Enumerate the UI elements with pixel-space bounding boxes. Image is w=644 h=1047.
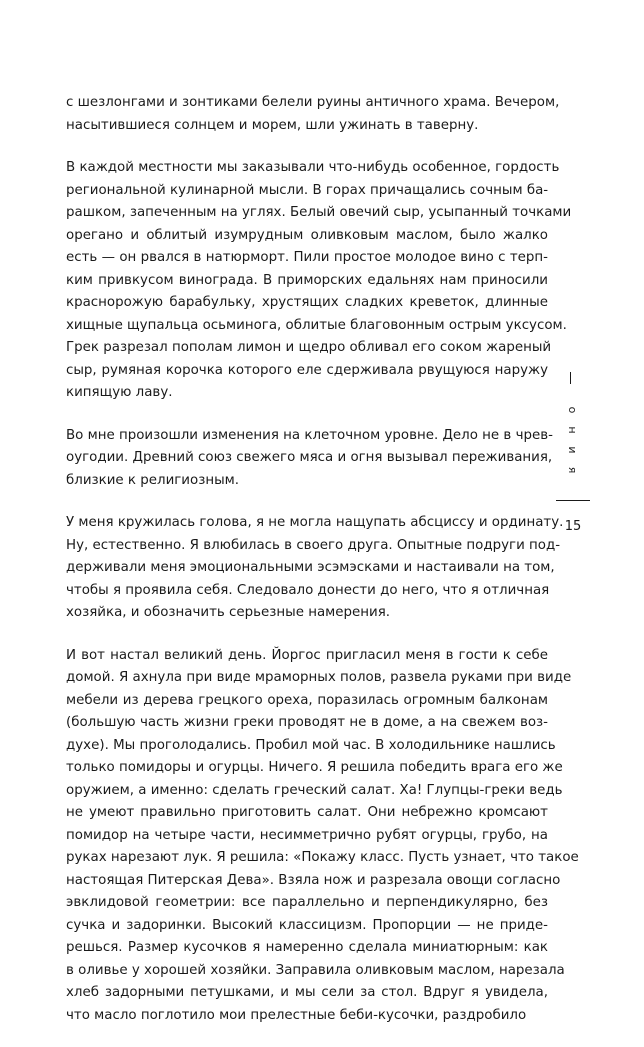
text-line: что масло поглотило мои прелестные беби-кусочки, раздробило [66,1007,527,1023]
text-line: чтобы я проявила себя. Следовало донести до него, что я отличная [66,582,550,598]
text-line: У меня кружилась голова, я не могла нащупать абсциссу и ординату. [66,515,564,530]
text-line: домой. Я ахнула при виде мраморных полов, развела руками при виде [66,670,572,685]
text-line: в оливье у хорошей хозяйки. Заправила оливковым маслом, нарезала [66,962,565,978]
text-line: эвклидовой геометрии: все параллельно и перпендикулярно, без [66,895,548,910]
section-letter: н [566,426,579,434]
paragraph [66,645,579,1028]
paragraph [66,157,572,405]
text-line: региональной кулинарной мысли. В горах причащались сочным ба- [66,182,549,198]
text-line: руках нарезают лук. Я решила: «Покажу класс. Пусть узнает, что такое [66,850,579,865]
text-line: духе). Мы проголодались. Пробил мой час. В холодильнике нашлись [66,737,556,753]
text-line: оружием, а именно: сделать греческий салат. Ха! Глупцы-греки ведь [66,782,563,798]
text-line: близкие к религиозным. [66,472,240,488]
text-line: не умеют правильно приготовить салат. Они небрежно кромсают [66,805,548,820]
paragraph [66,425,553,493]
margin-rule [556,500,590,501]
margin-tick [570,372,571,384]
text-line: рашком, запеченным на углях. Белый овечий сыр, усыпанный точками [66,205,572,220]
paragraph [66,512,564,625]
text-line: хищные щупальца осьминога, облитые благовонным острым уксусом. [66,317,567,333]
text-line: мебели из дерева грецкого ореха, поразилась огромным балконам [66,692,548,708]
paragraph [66,92,560,137]
text-line: только помидоры и огурцы. Ничего. Я решила победить врага его же [66,760,563,775]
text-line: насытившиеся солнцем и морем, шли ужинать в таверну. [66,117,479,133]
text-line: с шезлонгами и зонтиками белели руины античного храма. Вечером, [66,95,560,110]
text-line: сучка и задоринки. Высокий классицизм. Пропорции — не придe- [66,917,548,933]
text-line: решься. Размер кусочков я намеренно сделала миниатюрным: как [66,940,548,955]
text-line: сыр, румяная корочка которого еле сдерживала рвущуюся наружу [66,362,548,378]
text-line: И вот настал великий день. Йоргос пригласил меня в гости к себе [66,647,548,663]
text-line: держивали меня эмоциональными эсэмэсками и настаивали на том, [66,560,555,575]
section-letter: о [566,406,579,414]
text-line: хозяйка, и обозначить серьезные намерения. [66,605,391,620]
text-line: оугодии. Древний союз свежего мяса и огня вызывал переживания, [66,450,553,465]
text-line: ким привкусом винограда. В приморских едальнях нам приносили [66,272,548,288]
section-letter: я [566,466,579,474]
running-section-title [562,400,582,480]
page-number: 15 [564,519,582,534]
text-line: краснорожую барабульку, хрустящих сладких креветок, длинные [66,295,548,310]
text-line: кипящую лаву. [66,385,173,400]
text-line: есть — он рвался в натюрморт. Пили простое молодое вино с терп- [66,250,548,265]
text-line: Ну, естественно. Я влюбилась в своего друга. Опытные подруги под- [66,537,561,553]
text-line: помидор на четыре части, несимметрично рубят огурцы, грубо, на [66,827,548,843]
text-line: Во мне произошли изменения на клеточном уровне. Дело не в чрев- [66,427,553,443]
text-line: Грек разрезал пополам лимон и щедро обливал его соком жареный [66,340,552,355]
text-line: В каждой местности мы заказывали что-нибудь особенное, гордость [66,160,560,175]
text-line: настоящая Питерская Дева». Взяла нож и разрезала овощи согласно [66,872,561,888]
text-line: (большую часть жизни греки проводят не в доме, а на свежем воз- [66,715,548,730]
section-letter: и [566,446,579,454]
text-line: орегано и облитый изумрудным оливковым маслом, было жалко [66,227,548,243]
text-line: хлеб задорными петушками, и мы сели за стол. Вдруг я увидела, [66,985,548,1000]
